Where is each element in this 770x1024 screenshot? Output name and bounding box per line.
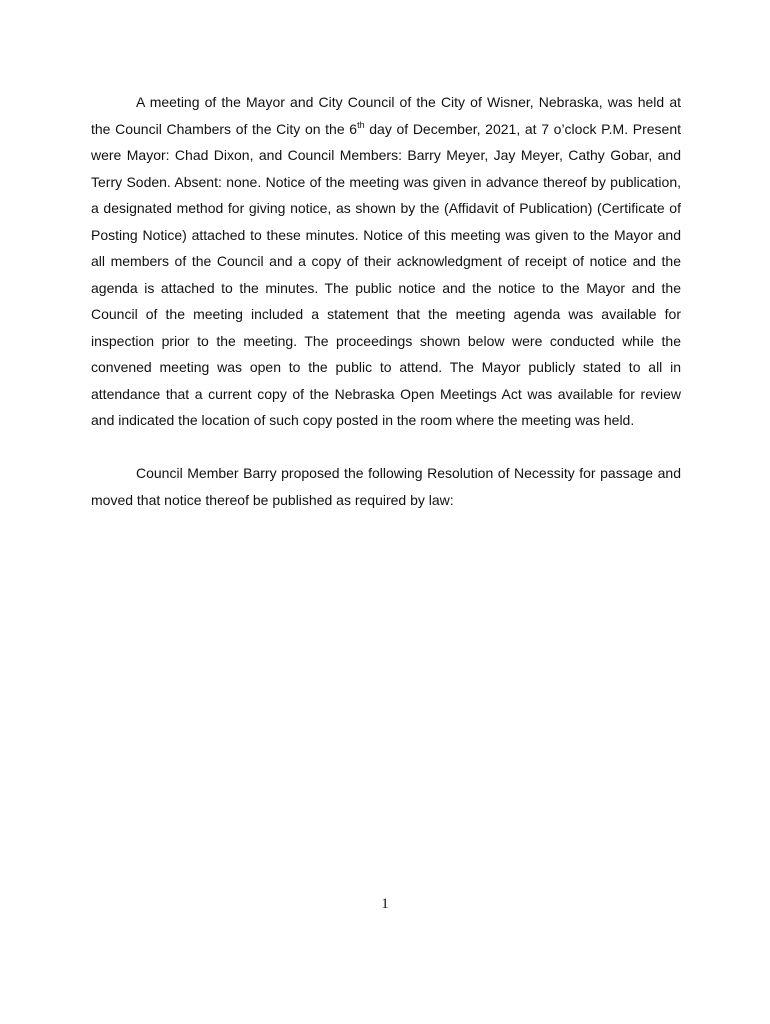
resolution-paragraph: Council Member Barry proposed the following Resolution of Necessity for passage and moved that notice thereof be published as required by law:	[91, 465, 681, 508]
meeting-paragraph-text-end: day of December, 2021, at 7 o’clock P.M. Present were Mayor: Chad Dixon, and Council Members: Barry Meyer, Jay Meyer, Cathy Gobar, and Terry Soden. Absent: none. Notice of the meeting was given in advance thereof by publication, a designated method for giving notice, as shown by the (Affidavit of Publication) (Certificate of Posting Notice) attached to these minutes. Notice of this meeting was given to the Mayor and all members of the Council and a copy of their acknowledgment of receipt of notice and the agenda is attached to the minutes. The public notice and the notice to the Mayor and the Council of the meeting included a statement that the meeting agenda was available for inspection prior to the meeting. The proceedings shown below were conducted while the convened meeting was open to the public to attend. The Mayor publicly stated to all in attendance that a current copy of the Nebraska Open Meetings Act was available for review and indicated the location of such copy posted in the room where the meeting was held.	[91, 120, 681, 428]
document-body	[91, 89, 681, 513]
page-number: 1	[381, 896, 389, 912]
meeting-paragraph	[91, 89, 681, 434]
ordinal-suffix: th	[357, 119, 365, 130]
meeting-paragraph-text-start: A meeting of the Mayor and City Council of the City of Wisner, Nebraska, was held at the Council Chambers of the City on the 6	[91, 94, 681, 137]
